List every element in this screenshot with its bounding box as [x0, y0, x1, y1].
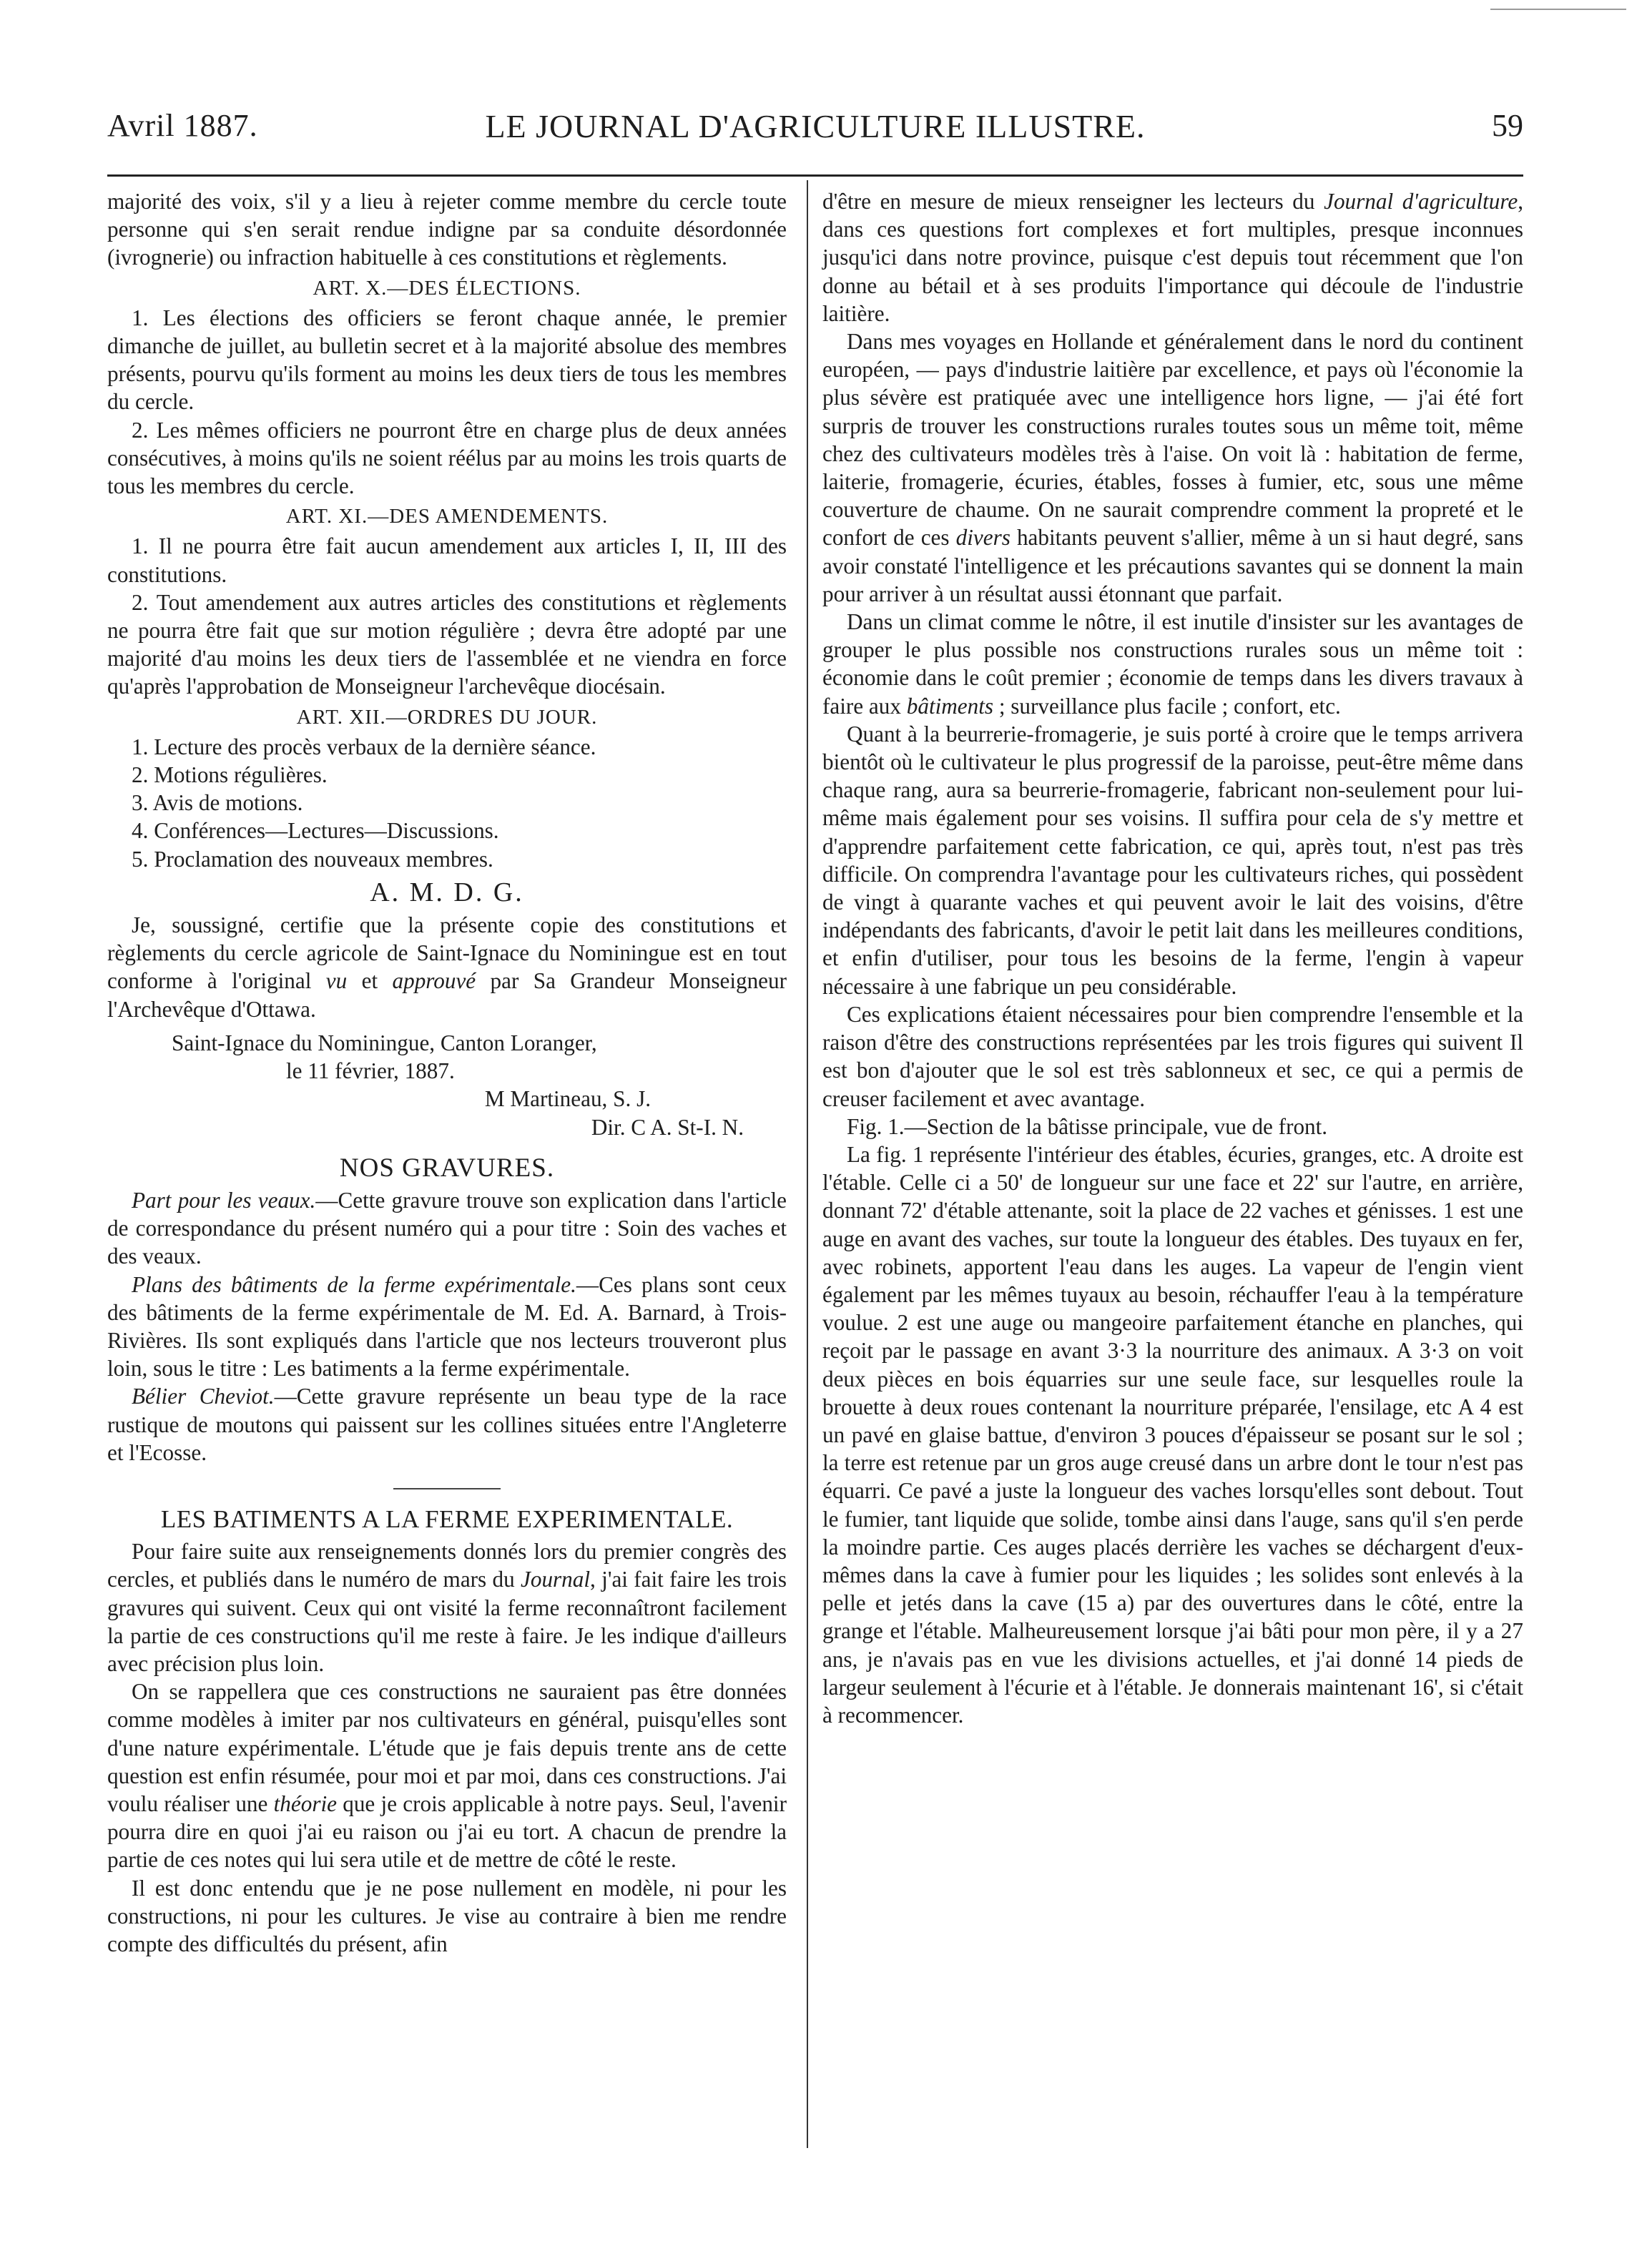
paragraph: La fig. 1 représente l'intérieur des étables, écuries, granges, etc. A droite est l'étable. Celle ci a 50' de longueur sur une face et 22' sur l'autre, en arrière, donnant 72' d'étable attenante, soit la place de 22 vaches et génisses. 1 est une auge en avant des vaches, sur toute la longueur des étables. Des tuyaux en fer, avec robinets, apportent l'eau dans les auges. La vapeur de l'engin vient également par les mêmes tuyaux au besoin, réchauffer l'eau à la température voulue. 2 est une auge ou mangeoire parfaitement étanche en planches, qui reçoit par le passage en avant 3·3 la nourriture des animaux. A 3·3 on voit deux pièces en bois équarries sur une seule face, sur lesquelles roule la brouette à deux roues contenant la nourriture préparée, l'ensilage, etc A 4 est un pavé en glaise battue, d'environ 3 pouces d'épaisseur se posant sur le sol ; la terre est retenue par un gros auge creusé dans un arbre dont le tour n'est pas équarri. Ce pavé a juste la longueur des vaches lorsqu'elles sont debout. Tout le fumier, tant liquide que solide, tombe ainsi dans l'auge, sans qu'il s'en perde la moindre partie. Ces auges placés derrière les vaches se déchargent d'eux-mêmes dans la cave à fumier pour les liquides ; les solides sont enlevés à la pelle et jetés dans la cave (15 a) par des ouvertures dans le côté, entre la grange et l'étable. Malheureusement lorsque j'ai bâti pour mon père, il y a 27 ans, je n'avais pas en vue les divisions actuelles, et j'ai donné 14 pieds de largeur seulement à l'écurie et à l'étable. Je donnerais maintenant 16', si c'était à recommencer. [822, 1141, 1523, 1728]
paragraph: Plans des bâtiments de la ferme expérimentale.—Ces plans sont ceux des bâtiments de la ferme expérimentale de M. Ed. A. Barnard, à Trois-Rivières. Ils sont expliqués dans l'article que nos lecteurs trouveront plus loin, sous le titre : Les batiments a la ferme expérimentale. [107, 1271, 787, 1381]
article-heading: ART. XI.—DES AMENDEMENTS. [285, 505, 609, 528]
list-item: 4. Conférences—Lectures—Discussions. [132, 818, 499, 844]
signature-date: le 11 février, 1887. [286, 1058, 455, 1084]
list-item: 5. Proclamation des nouveaux membres. [132, 846, 493, 872]
journal-title: LE JOURNAL D'AGRICULTURE ILLUSTRE. [485, 108, 1146, 144]
header-date: Avril 1887. [107, 108, 258, 143]
column-divider [807, 180, 808, 2148]
header-rule [107, 174, 1523, 177]
article-heading: ART. X.—DES ÉLECTIONS. [313, 276, 581, 300]
section-title-batiments: LES BATIMENTS A LA FERME EXPERIMENTALE. [160, 1504, 734, 1533]
signature-title: Dir. C A. St-I. N. [591, 1114, 744, 1140]
certification-paragraph: Je, soussigné, certifie que la présente copie des constitutions et règlements du cercle agricole de Saint-Ignace du Nominingue est en tout conforme à l'original vu et approuvé par Sa Grandeur Monseigneur l'Archevêque d'Ottawa. [107, 912, 787, 1022]
section-separator [393, 1488, 501, 1489]
paragraph: 2. Les mêmes officiers ne pourront être en charge plus de deux années consécutives, à moins qu'ils ne soient réélus par au moins les trois quarts de tous les membres du cercle. [107, 417, 787, 499]
article-heading: ART. XII.—ORDRES DU JOUR. [296, 705, 598, 729]
list-item: 2. Motions régulières. [132, 762, 328, 788]
right-column [822, 187, 1523, 1729]
paragraph: Dans un climat comme le nôtre, il est inutile d'insister sur les avantages de grouper le plus possible nos constructions rurales sous un même toit : économie dans le coût premier ; économie de temps dans les divers travaux à faire aux bâtiments ; surveillance plus facile ; confort, etc. [822, 609, 1523, 719]
signature-name: M Martineau, S. J. [484, 1086, 651, 1112]
paragraph: Ces explications étaient nécessaires pour bien comprendre l'ensemble et la raison d'être des constructions représentées par les trois figures qui suivent Il est bon d'ajouter que le sol est très sablonneux et sec, ce qui a permis de creuser facilement et avec avantage. [822, 1001, 1523, 1111]
paragraph: Il est donc entendu que je ne pose nullement en modèle, ni pour les constructions, ni pour les cultures. Je vise au contraire à bien me rendre compte des difficultés du présent, afin [107, 1875, 787, 1956]
figure-caption: Fig. 1.—Section de la bâtisse principale, vue de front. [847, 1113, 1328, 1139]
paragraph: Bélier Cheviot.—Cette gravure représente un beau type de la race rustique de moutons qui paissent sur les collines situées entre l'Angleterre et l'Ecosse. [107, 1384, 787, 1465]
page-number: 59 [1492, 108, 1523, 143]
paragraph: 1. Les élections des officiers se feront chaque année, le premier dimanche de juillet, au bulletin secret et à la majorité absolue des membres présents, pourvu qu'ils forment au moins les deux tiers de tous les membres du cercle. [107, 305, 787, 415]
left-column [107, 187, 787, 1958]
paragraph: Part pour les veaux.—Cette gravure trouve son explication dans l'article de correspondance du présent numéro qui a pour titre : Soin des vaches et des veaux. [107, 1187, 787, 1269]
running-header [107, 107, 1523, 157]
paragraph: Dans mes voyages en Hollande et généralement dans le nord du continent européen, — pays d'industrie laitière par excellence, et pays où l'économie la plus sévère est pratiquée avec une intelligence hors ligne, — j'ai été fort surpris de trouver les constructions rurales toutes sous un même toit, même chez des cultivateurs modèles très à l'aise. On voit là : habitation de ferme, laiterie, fromagerie, écuries, étables, fosses à fumier, etc, sous une même couverture de chaume. On ne saurait comprendre comment la propreté et le confort de ces divers habitants peuvent s'allier, même à un si haut degré, sans avoir constaté l'intelligence et les précautions savantes qui se donnent la main pour arriver à un résultat aussi étonnant que parfait. [822, 329, 1524, 606]
signature-place: Saint-Ignace du Nominingue, Canton Loranger, [172, 1030, 597, 1055]
section-title-gravures: NOS GRAVURES. [339, 1153, 555, 1183]
paragraph: majorité des voix, s'il y a lieu à rejeter comme membre du cercle toute personne qui s'en serait rendue indigne par sa conduite désordonnée (ivrognerie) ou infraction habituelle à ces constitutions et règlements. [107, 189, 787, 270]
list-item: 1. Lecture des procès verbaux de la dernière séance. [132, 734, 596, 759]
list-item: 3. Avis de motions. [132, 790, 303, 816]
paragraph: On se rappellera que ces constructions ne sauraient pas être données comme modèles à imiter par nos cultivateurs en général, puisqu'elles sont d'une nature expérimentale. L'étude que je fais depuis trente ans de cette question est enfin résumée, pour moi et par moi, dans ces constructions. J'ai voulu réaliser une théorie que je crois applicable à notre pays. Seul, l'avenir pourra dire en quoi j'ai eu raison ou j'ai eu tort. A chacun de prendre la partie de ces notes qui lui sera utile et de mettre de côté le reste. [107, 1679, 787, 1873]
top-corner-rule [1490, 9, 1626, 10]
paragraph: Quant à la beurrerie-fromagerie, je suis porté à croire que le temps arrivera bientôt où le cultivateur le plus progressif de la paroisse, peut-être même dans chaque rang, aura sa beurrerie-fromagerie, fabricant non-seulement pour lui-même mais également pour ses voisins. Il suffira pour cela de s'y mettre et d'apprendre parfaitement cette fabrication, ce qui, après tout, n'est pas très difficile. On comprendra l'avantage pour les cultivateurs riches, qui possèdent de vingt à quarante vaches et qui peuvent avoir le lait des voisins, d'être indépendants des fabricants, d'avoir le petit lait dans les meilleures conditions, et enfin d'utiliser, pour tous les besoins de la ferme, l'engin à vapeur nécessaire à une fabrique un peu considérable. [822, 721, 1523, 999]
paragraph: 1. Il ne pourra être fait aucun amendement aux articles I, II, III des constitutions. [107, 533, 787, 587]
paragraph: 2. Tout amendement aux autres articles des constitutions et règlements ne pourra être fait que sur motion régulière ; devra être adopté par une majorité d'au moins les deux tiers de l'assemblée et ne viendra en force qu'après l'approbation de Monseigneur l'archevêque diocésain. [107, 589, 787, 699]
amdg-heading: A. M. D. G. [370, 877, 524, 907]
paragraph: d'être en mesure de mieux renseigner les lecteurs du Journal d'agriculture, dans ces questions fort complexes et fort multiples, presque inconnues jusqu'ici dans notre province, puisque c'est depuis tout récemment que l'on donne au bétail et à ses produits l'importance qui découle de l'industrie laitière. [822, 189, 1523, 326]
paragraph: Pour faire suite aux renseignements donnés lors du premier congrès des cercles, et publiés dans le numéro de mars du Journal, j'ai fait faire les trois gravures qui suivent. Ceux qui ont visité la ferme reconnaîtront facilement la partie de ces constructions qu'il me reste à faire. Je les indique d'ailleurs avec précision plus loin. [107, 1539, 787, 1676]
